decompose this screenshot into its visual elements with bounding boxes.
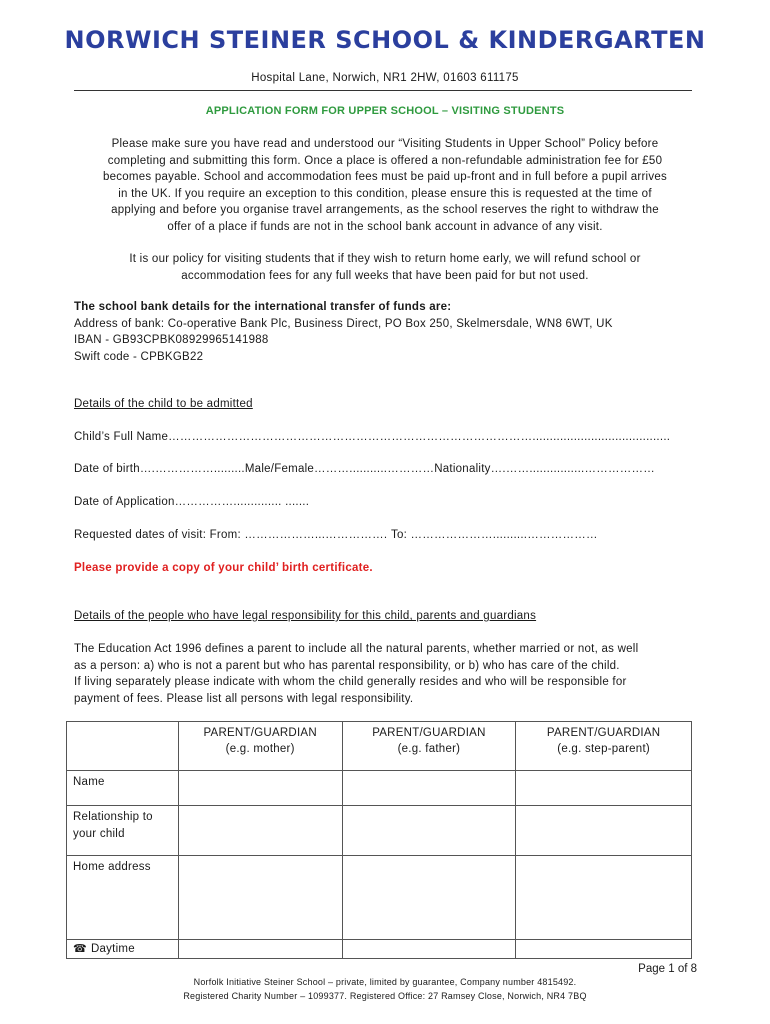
bank-details: [74, 299, 694, 365]
school-name-heading: NORWICH STEINER SCHOOL & KINDERGARTEN: [64, 26, 706, 54]
child-details-heading: Details of the child to be admitted: [74, 398, 253, 410]
birth-gender-nationality-field[interactable]: Date of birth….…………….........Male/Female………...........…………Nationality….……................………………: [74, 463, 655, 475]
birth-certificate-note: Please provide a copy of your child’ birth certificate.: [74, 562, 373, 574]
visit-dates-to-field[interactable]: To: …………………..........………………: [391, 529, 598, 541]
daytime-cell-step-parent[interactable]: [516, 940, 692, 959]
form-title: APPLICATION FORM FOR UPPER SCHOOL – VISITING STUDENTS: [205, 105, 565, 117]
row-label-name: Name: [67, 771, 179, 806]
row-label-home-address: Home address: [67, 856, 179, 940]
intro-line: offer of a place if funds are not in the school bank account in advance of any visit.: [167, 220, 603, 233]
table-row-daytime-phone: [67, 940, 692, 959]
education-act-paragraph: [74, 641, 704, 707]
column-header-father: [342, 722, 516, 771]
intro-line: in the UK. If you require an exception to this condition, please ensure this is requested at the time of: [118, 187, 652, 200]
education-act-line: as a person: a) who is not a parent but who has parental responsibility, or b) who has care of the child.: [74, 659, 620, 672]
address-cell-mother[interactable]: [178, 856, 342, 940]
relationship-cell-step-parent[interactable]: [516, 806, 692, 856]
row-label-daytime: [67, 940, 179, 959]
table-row-home-address: [67, 856, 692, 940]
relationship-label-line: your child: [73, 827, 125, 840]
relationship-cell-father[interactable]: [342, 806, 516, 856]
daytime-cell-mother[interactable]: [178, 940, 342, 959]
bank-iban: IBAN - GB93CPBK08929965141988: [74, 334, 269, 346]
table-header-row: [67, 722, 692, 771]
policy-line: It is our policy for visiting students that if they wish to return home early, we will refund school or: [129, 253, 641, 265]
education-act-line: If living separately please indicate with whom the child generally resides and who will be responsible for: [74, 676, 627, 688]
intro-line: becomes payable. School and accommodation fees must be paid up-front and in full before a pupil arrives: [102, 171, 667, 183]
parent-guardian-table: [66, 721, 692, 959]
telephone-icon: ☎: [73, 942, 87, 955]
education-act-line: payment of fees. Please list all persons with legal responsibility.: [74, 692, 414, 705]
bank-swift-code: Swift code - CPBKGB22: [74, 350, 204, 363]
footer: [0, 975, 770, 1003]
bank-details-heading: The school bank details for the international transfer of funds are:: [74, 301, 452, 313]
name-cell-father[interactable]: [342, 771, 516, 806]
application-date-field[interactable]: Date of Application…………….............. .......: [74, 496, 310, 508]
footer-company-line: Norfolk Initiative Steiner School – private, limited by guarantee, Company number 4815492.: [193, 977, 577, 987]
daytime-label: Daytime: [90, 943, 135, 955]
table-row-relationship: [67, 806, 692, 856]
table-row-name: [67, 771, 692, 806]
legal-responsibility-heading: Details of the people who have legal responsibility for this child, parents and guardians: [74, 610, 537, 622]
address-cell-father[interactable]: [342, 856, 516, 940]
table-corner-cell: [67, 722, 179, 771]
column-header-step-parent: [516, 722, 692, 771]
intro-line: completing and submitting this form. Once a place is offered a non-refundable administration fee for £50: [107, 154, 663, 167]
school-address: Hospital Lane, Norwich, NR1 2HW, 01603 611175: [251, 72, 519, 84]
intro-line: Please make sure you have read and understood our “Visiting Students in Upper School” Policy before: [111, 138, 659, 150]
education-act-line: The Education Act 1996 defines a parent to include all the natural parents, whether married or not, as well: [74, 643, 639, 655]
column-subtitle: (e.g. mother): [225, 743, 295, 755]
row-label-relationship: [67, 806, 179, 856]
column-subtitle: (e.g. step-parent): [557, 743, 650, 755]
column-title: PARENT/GUARDIAN: [203, 727, 317, 739]
column-header-mother: [178, 722, 342, 771]
column-title: PARENT/GUARDIAN: [372, 727, 486, 739]
intro-paragraph: [72, 136, 698, 235]
name-cell-mother[interactable]: [178, 771, 342, 806]
daytime-cell-father[interactable]: [342, 940, 516, 959]
page-number: Page 1 of 8: [638, 963, 697, 975]
policy-line: accommodation fees for any full weeks that have been paid for but not used.: [181, 269, 589, 282]
name-cell-step-parent[interactable]: [516, 771, 692, 806]
relationship-cell-mother[interactable]: [178, 806, 342, 856]
child-full-name-field[interactable]: Child’s Full Name…………………………………………………………………………………........................................: [74, 431, 671, 443]
header-divider: [74, 90, 692, 91]
column-title: PARENT/GUARDIAN: [546, 727, 661, 739]
refund-policy-paragraph: [72, 251, 698, 284]
address-cell-step-parent[interactable]: [516, 856, 692, 940]
bank-address: Address of bank: Co-operative Bank Plc, Business Direct, PO Box 250, Skelmersdale, WN8 6WT, UK: [74, 317, 613, 330]
column-subtitle: (e.g. father): [397, 743, 461, 755]
relationship-label-line: Relationship to: [73, 811, 153, 823]
intro-line: applying and before you organise travel arrangements, as the school reserves the right to withdraw the: [111, 204, 659, 216]
footer-charity-line: Registered Charity Number – 1099377. Registered Office: 27 Ramsey Close, Norwich, NR4 7BQ: [183, 991, 587, 1001]
visit-dates-from-field[interactable]: Requested dates of visit: From: ………………...…………….: [74, 529, 388, 541]
